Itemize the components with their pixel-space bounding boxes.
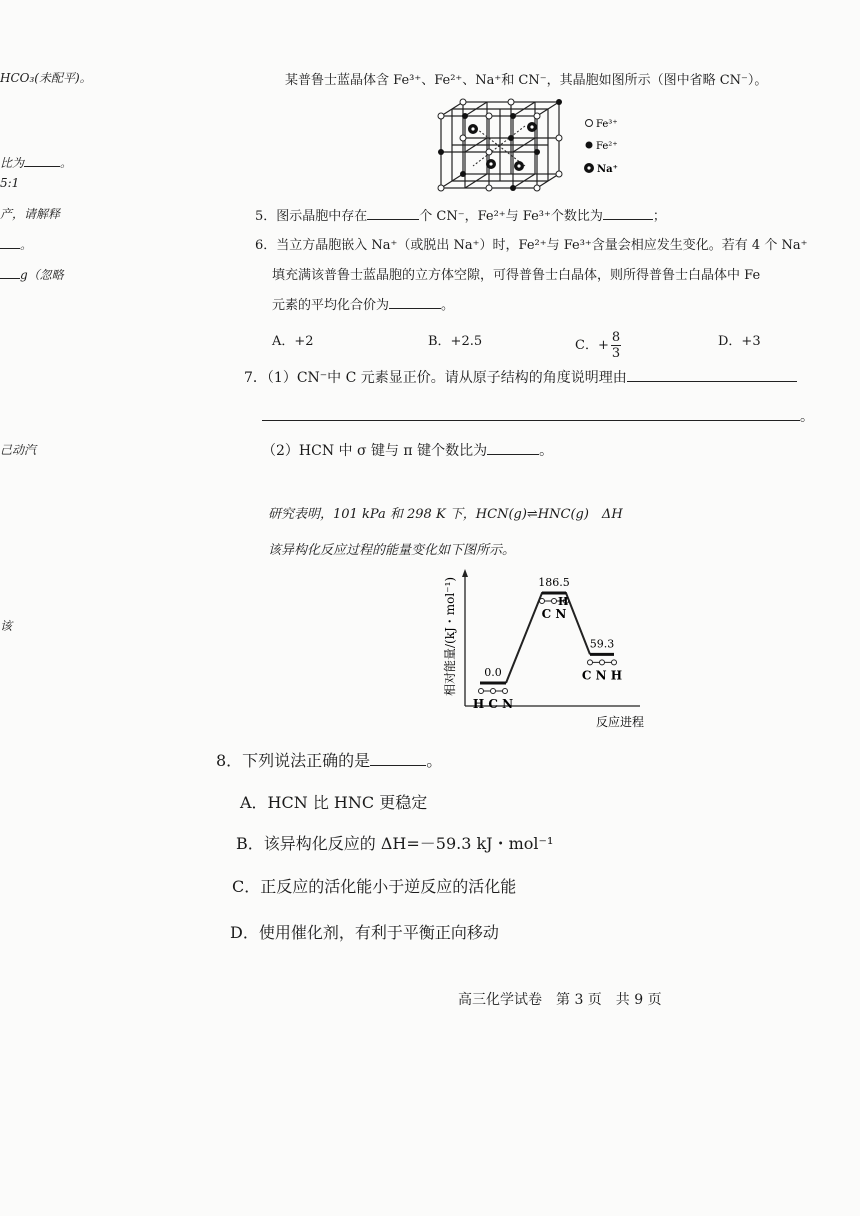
- answer-blank: [262, 406, 800, 421]
- margin-fragment-6: g（忽略: [0, 264, 64, 283]
- na-sites: [468, 122, 537, 171]
- answer-blank: [627, 367, 797, 382]
- atom-marker: [588, 660, 593, 665]
- atom-marker: [491, 689, 496, 694]
- cell-frame: [441, 102, 559, 188]
- question-7-part-1: 7．（1）CN⁻中 C 元素显正价。请从原子结构的角度说明理由: [244, 367, 797, 387]
- legend-fe3: Fe³⁺: [596, 119, 618, 130]
- answer-blank: [389, 294, 441, 309]
- energy-profile-chart: [430, 566, 670, 734]
- legend-na: Na⁺: [597, 164, 618, 175]
- x-axis-label: 反应进程: [596, 715, 645, 729]
- page-footer: 高三化学试卷 第 3 页 共 9 页: [458, 992, 662, 1008]
- margin-fragment-2: 比为 。: [0, 152, 72, 171]
- research-line-2: 该异构化反应过程的能量变化如下图所示。: [268, 543, 516, 558]
- q6-option-d: D．+3: [718, 334, 761, 349]
- q6-option-a: A．+2: [272, 334, 314, 349]
- atom-marker: [540, 599, 545, 604]
- margin-fragment-3: 5:1: [0, 176, 20, 190]
- q8-option-b: B．该异构化反应的 ΔH=－59.3 kJ・mol⁻¹: [236, 834, 554, 853]
- q8-option-a: A．HCN 比 HNC 更稳定: [240, 793, 428, 812]
- crystal-cell-figure: [435, 96, 635, 194]
- atom-marker: [612, 660, 617, 665]
- margin-fragment-1: HCO₃(未配平)。: [0, 71, 92, 85]
- question-6-line-1: 6．当立方晶胞嵌入 Na⁺（或脱出 Na⁺）时，Fe²⁺与 Fe³⁺含量会相应发生变化。若有 4 个 Na⁺: [255, 238, 808, 253]
- margin-fragment-4: 产，请解释: [0, 207, 61, 221]
- margin-fragment-8: 该: [0, 619, 13, 633]
- species-label: H C N: [472, 697, 514, 711]
- research-line-1: 研究表明，101 kPa 和 298 K 下，HCN(g)⇌HNC(g) ΔH: [268, 507, 623, 522]
- species-label: C N: [541, 607, 567, 621]
- question-8-stem: 8．下列说法正确的是 。: [216, 751, 443, 770]
- answer-blank: [367, 205, 419, 220]
- atom-marker: [503, 689, 508, 694]
- energy-value-label: 186.5: [538, 576, 570, 589]
- atom-marker: [600, 660, 605, 665]
- species-label: C N H: [581, 668, 623, 683]
- crystal-legend: [584, 119, 618, 175]
- legend-fe2: Fe²⁺: [596, 141, 618, 152]
- margin-fragment-5: 。: [0, 234, 32, 253]
- question-6-line-3: 元素的平均化合价为 。: [272, 294, 454, 313]
- y-axis-label: 相对能量/(kJ・mol⁻¹): [443, 576, 457, 696]
- question-7-part-1-line-2: 。: [262, 406, 814, 426]
- q8-option-c: C．正反应的活化能小于逆反应的活化能: [232, 877, 517, 896]
- energy-value-label: 59.3: [589, 637, 615, 651]
- q8-option-d: D．使用催化剂，有利于平衡正向移动: [230, 923, 499, 942]
- answer-blank: [603, 205, 653, 220]
- fraction: $\frac{8}{3}$: [611, 330, 621, 361]
- y-axis-arrow: [462, 569, 468, 577]
- ts-h-label: H: [558, 595, 569, 608]
- question-5: 5．图示晶胞中存在 个 CN⁻，Fe²⁺与 Fe³⁺个数比为 ；: [255, 205, 666, 224]
- q6-option-b: B．+2.5: [428, 334, 483, 349]
- q6-option-c: C．+ $\frac{8}{3}$: [575, 330, 621, 361]
- atom-marker: [552, 599, 557, 604]
- atom-marker: [479, 689, 484, 694]
- question-6-line-2: 填充满该普鲁士蓝晶胞的立方体空隙，可得普鲁士白晶体，则所得普鲁士白晶体中 Fe: [272, 268, 761, 283]
- question-7-part-2: （2）HCN 中 σ 键与 π 键个数比为 。: [262, 440, 553, 460]
- answer-blank: [487, 440, 539, 455]
- answer-blank: [370, 751, 426, 766]
- intro-text: 某普鲁士蓝晶体含 Fe³⁺、Fe²⁺、Na⁺和 CN⁻，其晶胞如图所示（图中省略 CN⁻）。: [285, 73, 768, 88]
- margin-fragment-7: 己动汽: [0, 443, 37, 457]
- energy-value-label: 0.0: [484, 666, 502, 679]
